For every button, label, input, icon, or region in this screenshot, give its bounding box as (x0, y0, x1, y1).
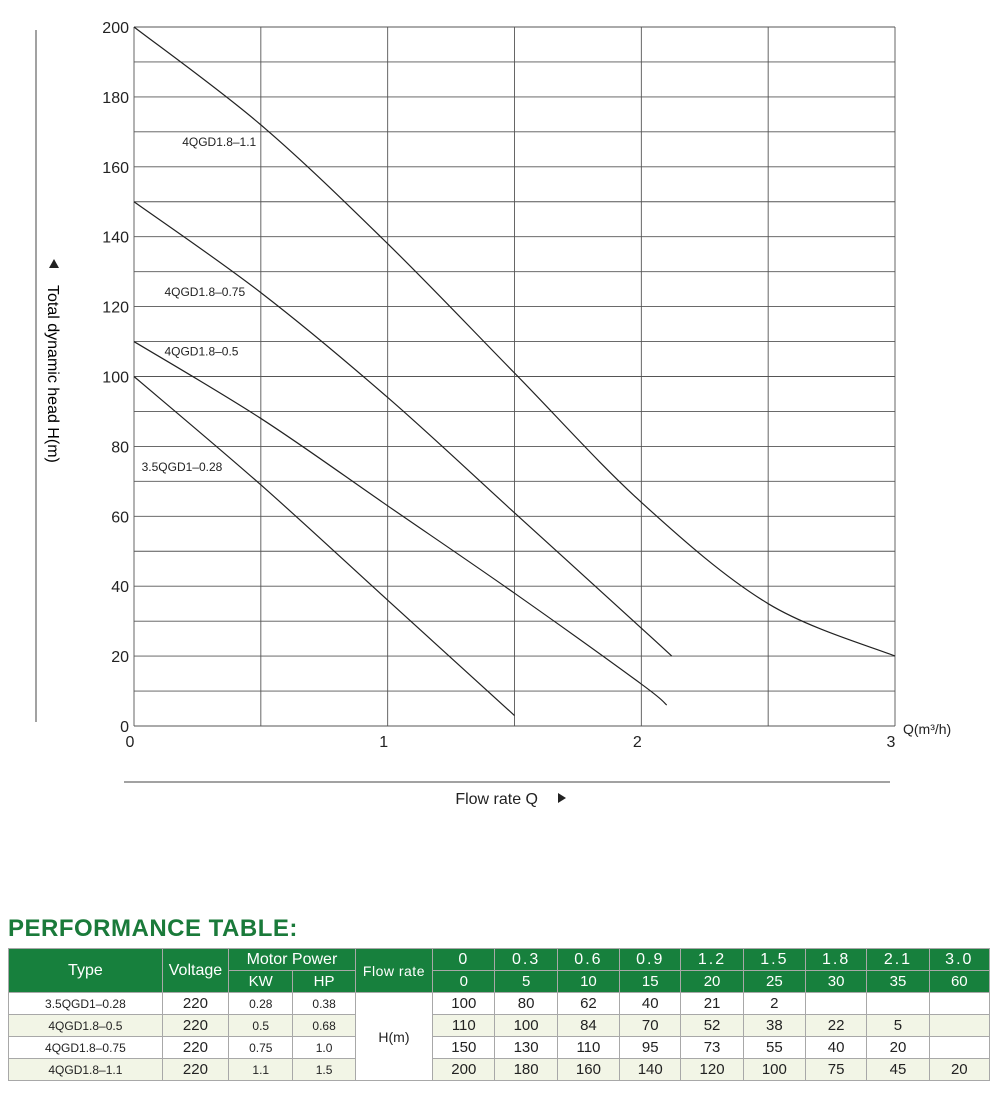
flow-header-cell: 0 (433, 949, 495, 971)
voltage-cell: 220 (162, 993, 228, 1015)
flow-header-cell: 0.3 (495, 949, 557, 971)
series-line (134, 202, 672, 656)
kw-header: KW (229, 971, 293, 993)
x-tick-label: 3 (886, 734, 896, 751)
voltage-cell: 220 (162, 1059, 228, 1081)
flow-header-cell: 0.9 (620, 949, 681, 971)
head-cell: 52 (681, 1015, 743, 1037)
right-arrow-icon (558, 793, 566, 803)
head-cell: 73 (681, 1037, 743, 1059)
hp-cell: 0.68 (293, 1015, 355, 1037)
head-cell: 150 (433, 1037, 495, 1059)
y-tick-label: 0 (120, 719, 129, 736)
flow-header-cell: 60 (929, 971, 989, 993)
head-cell (929, 1037, 989, 1059)
y-axis-title: Total dynamic head H(m) (44, 285, 61, 463)
flow-header-cell: 20 (681, 971, 743, 993)
head-cell (806, 993, 867, 1015)
kw-cell: 0.28 (229, 993, 293, 1015)
hp-cell: 1.0 (293, 1037, 355, 1059)
head-cell: 100 (743, 1059, 805, 1081)
type-header: Type (9, 949, 163, 993)
voltage-cell: 220 (162, 1037, 228, 1059)
head-cell: 20 (867, 1037, 929, 1059)
table-title: PERFORMANCE TABLE: (8, 915, 298, 942)
type-cell: 4QGD1.8–1.1 (9, 1059, 163, 1081)
flow-header-cell: 0 (433, 971, 495, 993)
head-cell: 100 (495, 1015, 557, 1037)
head-cell: 95 (620, 1037, 681, 1059)
y-tick-label: 40 (111, 579, 129, 597)
head-cell (929, 993, 989, 1015)
head-cell: 110 (557, 1037, 619, 1059)
head-cell: 70 (620, 1015, 681, 1037)
series-label: 4QGD1.8–0.75 (164, 285, 246, 300)
x-tick-label: 2 (632, 734, 642, 751)
head-cell: 84 (557, 1015, 619, 1037)
flow-header-cell: 25 (743, 971, 805, 993)
head-cell: 80 (495, 993, 557, 1015)
head-cell: 200 (433, 1059, 495, 1081)
voltage-cell: 220 (162, 1015, 228, 1037)
head-cell: 21 (681, 993, 743, 1015)
flow-header-cell: 10 (557, 971, 619, 993)
flow-header-cell: 0.6 (557, 949, 619, 971)
y-tick-label: 120 (102, 299, 129, 317)
flow-header-cell: 2.1 (867, 949, 929, 971)
head-cell: 100 (433, 993, 495, 1015)
axis-ticks (102, 20, 895, 751)
voltage-header: Voltage (162, 949, 228, 993)
y-tick-label: 180 (102, 89, 129, 107)
performance-table (8, 948, 990, 1081)
head-cell: 180 (495, 1059, 557, 1081)
type-cell: 4QGD1.8–0.75 (9, 1037, 163, 1059)
y-tick-label: 140 (102, 229, 129, 247)
table-row (9, 1059, 990, 1081)
head-cell: 75 (806, 1059, 867, 1081)
kw-cell: 1.1 (229, 1059, 293, 1081)
flow-rate-header: Flow rate (355, 949, 432, 993)
head-cell: 45 (867, 1059, 929, 1081)
table-row (9, 1037, 990, 1059)
x-axis-title: Flow rate Q (455, 791, 538, 808)
motor-power-header: Motor Power (229, 949, 356, 971)
series-label: 3.5QGD1–0.28 (141, 459, 223, 474)
y-tick-label: 60 (111, 509, 129, 527)
series-line (134, 342, 667, 705)
y-axis-title-block (16, 255, 61, 485)
series-label: 4QGD1.8–0.5 (164, 344, 239, 359)
x-unit-label: Q(m³/h) (903, 721, 952, 737)
head-cell: 40 (806, 1037, 867, 1059)
type-cell: 4QGD1.8–0.5 (9, 1015, 163, 1037)
head-cell: 140 (620, 1059, 681, 1081)
head-cell: 2 (743, 993, 805, 1015)
h-label-cell: H(m) (355, 993, 432, 1081)
flow-header-cell: 3.0 (929, 949, 989, 971)
head-cell: 55 (743, 1037, 805, 1059)
kw-cell: 0.5 (229, 1015, 293, 1037)
flow-header-cell: 1.5 (743, 949, 805, 971)
series-line (134, 377, 515, 716)
head-cell: 62 (557, 993, 619, 1015)
y-tick-label: 200 (102, 20, 129, 37)
head-cell: 130 (495, 1037, 557, 1059)
hp-cell: 1.5 (293, 1059, 355, 1081)
hp-cell: 0.38 (293, 993, 355, 1015)
table-row (9, 1015, 990, 1037)
head-cell: 40 (620, 993, 681, 1015)
head-cell: 110 (433, 1015, 495, 1037)
head-cell: 120 (681, 1059, 743, 1081)
table-row (9, 993, 990, 1015)
x-tick-label: 1 (379, 734, 389, 751)
head-cell (867, 993, 929, 1015)
head-cell (929, 1015, 989, 1037)
head-cell: 20 (929, 1059, 989, 1081)
head-cell: 5 (867, 1015, 929, 1037)
y-tick-label: 20 (111, 649, 129, 667)
flow-header-cell: 1.2 (681, 949, 743, 971)
flow-header-cell: 30 (806, 971, 867, 993)
y-tick-label: 80 (111, 439, 129, 457)
hp-header: HP (293, 971, 355, 993)
curve-labels (142, 135, 257, 474)
y-tick-label: 160 (102, 159, 129, 177)
flow-header-cell: 5 (495, 971, 557, 993)
flow-header-cell: 15 (620, 971, 681, 993)
y-tick-label: 100 (102, 369, 129, 387)
chart-grid (134, 27, 895, 726)
head-cell: 160 (557, 1059, 619, 1081)
head-cell: 22 (806, 1015, 867, 1037)
head-cell: 38 (743, 1015, 805, 1037)
series-label: 4QGD1.8–1.1 (182, 134, 257, 149)
x-tick-label: 0 (125, 734, 135, 751)
flow-header-cell: 35 (867, 971, 929, 993)
kw-cell: 0.75 (229, 1037, 293, 1059)
header-row-1 (9, 949, 990, 971)
flow-header-cell: 1.8 (806, 949, 867, 971)
type-cell: 3.5QGD1–0.28 (9, 993, 163, 1015)
